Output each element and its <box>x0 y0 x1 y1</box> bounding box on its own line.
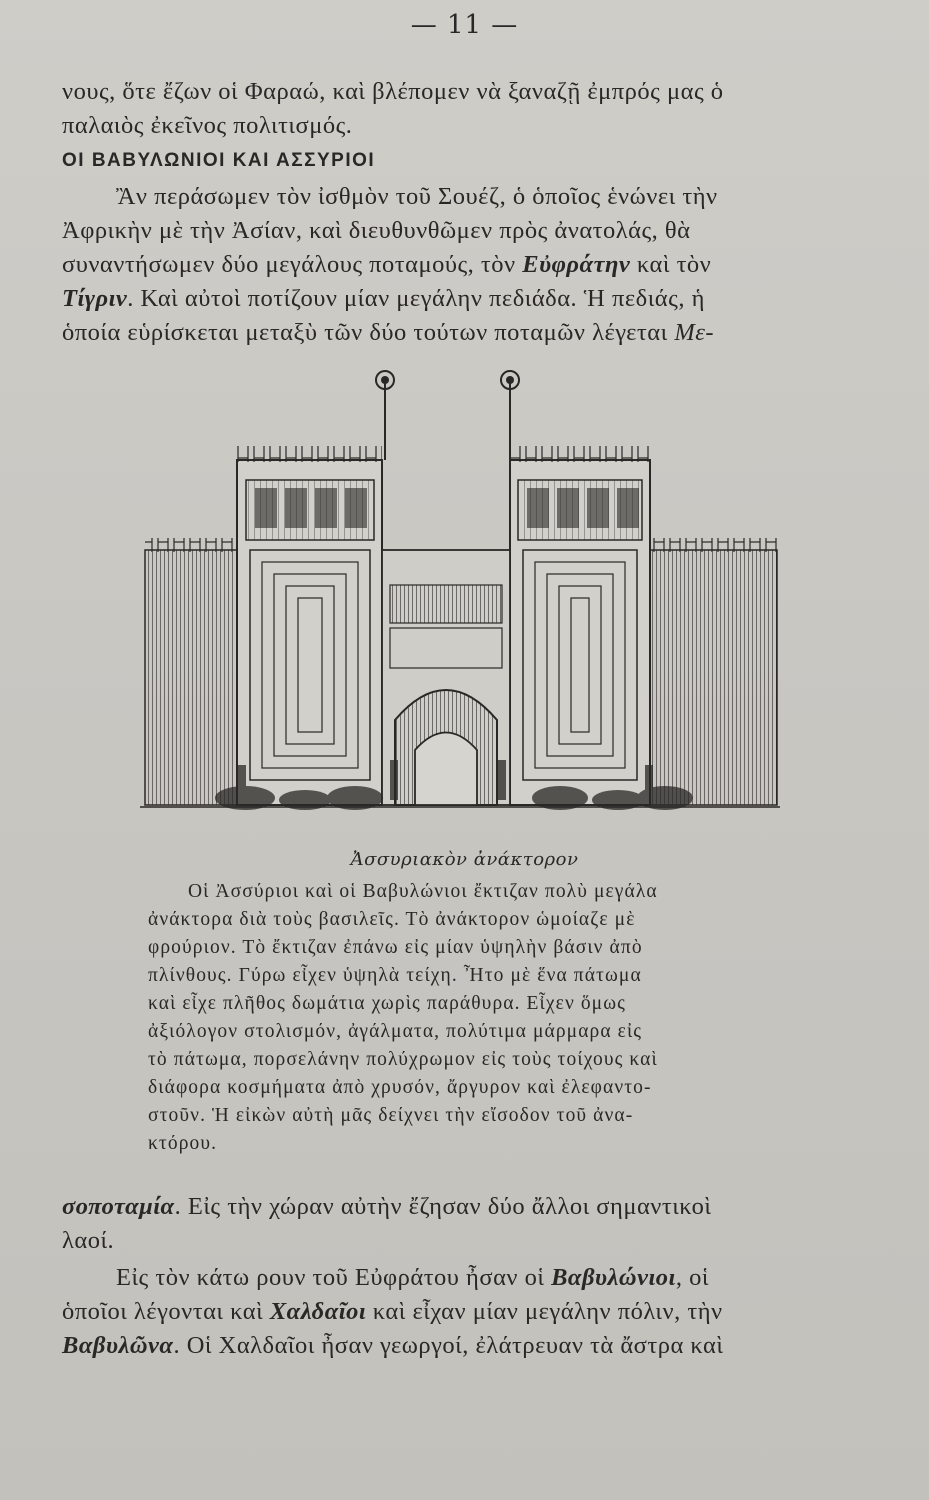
right-tower <box>510 446 650 805</box>
left-wall-battlements <box>145 538 237 552</box>
caption-text-line: στοῦν. Ἡ εἰκὼν αὐτὴ μᾶς δείχνει τὴν εἴσοδον τοῦ ἀνα- <box>148 1105 634 1126</box>
right-wall <box>645 550 777 805</box>
caption-text-line: ἀνάκτορα διὰ τοὺς βασιλεῖς. Τὸ ἀνάκτορον ὡμοίαζε μὲ <box>148 909 636 930</box>
text-line: συναντήσωμεν δύο μεγάλους ποταμούς, τὸν Εὐφράτην καὶ τὸν <box>62 251 712 278</box>
text-line: λαοί. <box>62 1227 115 1254</box>
emphasis-babylon: Βαβυλῶνα <box>62 1332 174 1359</box>
left-wall <box>145 550 237 805</box>
text-line: Ἀφρικὴν μὲ τὴν Ἀσίαν, καὶ διευθυνθῶμεν πρὸς ἀνατολάς, θὰ <box>62 217 691 244</box>
caption-text-line: Οἱ Ἀσσύριοι καὶ οἱ Βαβυλώνιοι ἔκτιζαν πολὺ μεγάλα <box>188 881 658 902</box>
left-tower <box>237 446 382 805</box>
text-line: Βαβυλῶνα. Οἱ Χαλδαῖοι ἦσαν γεωργοί, ἐλάτρευαν τὰ ἄστρα καὶ <box>62 1332 724 1359</box>
text-line: Εἰς τὸν κάτω ρουν τοῦ Εὐφράτου ἦσαν οἱ Βαβυλώνιοι, οἱ <box>116 1264 709 1291</box>
emphasis-euphrates: Εὐφράτην <box>522 251 631 278</box>
caption-text-line: καὶ εἶχε πλῆθος δωμάτια χωρὶς παράθυρα. Εἶχεν ὅμως <box>148 993 626 1014</box>
caption-text-line: φρούριον. Τὸ ἔκτιζαν ἐπάνω εἰς μίαν ὑψηλὴν βάσιν ἀπὸ <box>148 937 643 958</box>
right-wall-battlements <box>645 538 777 552</box>
flagpoles <box>376 371 519 460</box>
emphasis-chaldeans: Χαλδαῖοι <box>269 1298 367 1325</box>
assyrian-palace-illustration <box>140 360 780 840</box>
central-gate <box>382 550 510 805</box>
caption-text-line: κτόρου. <box>148 1133 218 1154</box>
page-number: — 11 — <box>410 10 519 40</box>
text-line: νους, ὅτε ἔζων οἱ Φαραώ, καὶ βλέπομεν νὰ ξαναζῇ ἐμπρός μας ὁ <box>62 78 724 105</box>
figure-caption: Ἀσσυριακὸν ἀνάκτορον <box>350 849 579 870</box>
emphasis-babylonians: Βαβυλώνιοι <box>551 1264 676 1291</box>
caption-text-line: τὸ πάτωμα, πορσελάνην πολύχρωμον εἰς τοὺς τοίχους καὶ <box>148 1049 658 1070</box>
text-line: Τίγριν. Καὶ αὐτοὶ ποτίζουν μίαν μεγάλην πεδιάδα. Ἡ πεδιάς, ἡ <box>62 285 705 312</box>
text-line: ὁποία εὑρίσκεται μεταξὺ τῶν δύο τούτων ποταμῶν λέγεται Με- <box>62 319 715 346</box>
text-line: Ἂν περάσωμεν τὸν ἰσθμὸν τοῦ Σουέζ, ὁ ὁποῖος ἑνώνει τὴν <box>116 183 718 210</box>
caption-text-line: πλίνθους. Γύρω εἶχεν ὑψηλὰ τείχη. Ἦτο μὲ ἕνα πάτωμα <box>148 965 642 986</box>
text-line: παλαιὸς ἐκεῖνος πολιτισμός. <box>62 112 353 139</box>
caption-text-line: ἀξιόλογον στολισμόν, ἀγάλματα, πολύτιμα μάρμαρα εἰς <box>148 1021 643 1042</box>
emphasis-tigris: Τίγριν <box>62 285 128 312</box>
caption-text-line: διάφορα κοσμήματα ἀπὸ χρυσόν, ἄργυρον καὶ ἐλεφαντο- <box>148 1077 652 1098</box>
text-line: σοποταμία. Εἰς τὴν χώραν αὐτὴν ἔζησαν δύο ἄλλοι σημαντικοὶ <box>62 1193 712 1220</box>
section-heading: ΟΙ ΒΑΒΥΛΩΝΙΟΙ ΚΑΙ ΑΣΣΥΡΙΟΙ <box>62 150 376 171</box>
text-line: ὁποῖοι λέγονται καὶ Χαλδαῖοι καὶ εἶχαν μίαν μεγάλην πόλιν, τὴν <box>62 1298 723 1325</box>
